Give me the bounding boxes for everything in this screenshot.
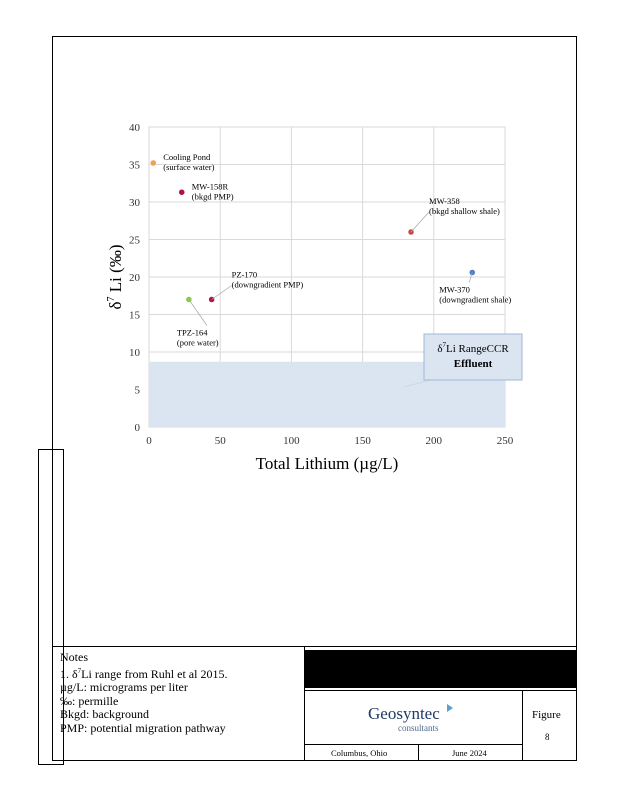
point-label: PZ-170 <box>231 269 258 280</box>
x-tick-label: 100 <box>283 435 300 447</box>
y-axis-title: $\delta^7$ Li (‰) <box>106 244 125 310</box>
point-label: MW-370 <box>439 284 470 295</box>
point-label-note: (pore water) <box>176 337 219 348</box>
figure-label: Figure <box>532 709 561 721</box>
note-line-4: Bkgd: background <box>60 707 149 722</box>
range-callout-box <box>424 334 522 380</box>
x-tick-label: 50 <box>214 435 226 447</box>
range-callout-title: $\delta^7Li$ RangeCCR <box>437 341 509 355</box>
y-tick-label: 35 <box>129 159 140 172</box>
point-label: TPZ-164 <box>176 327 208 338</box>
x-tick-label: 0 <box>146 435 152 447</box>
y-tick-label: 15 <box>129 309 140 322</box>
note-line-1: 1. $\delta^7Li$ range from Ruhl et al 2015. <box>60 666 228 681</box>
range-callout-subtitle: Effluent <box>453 358 493 370</box>
location-text: Columbus, Ohio <box>331 748 388 758</box>
scatter-chart <box>100 110 530 480</box>
note-line-5: PMP: potential migration pathway <box>60 720 226 735</box>
y-tick-label: 10 <box>129 347 140 359</box>
point-label-note: (bkgd PMP) <box>191 191 234 202</box>
title-rule-bottom <box>304 744 522 745</box>
point-label-note: (bkgd shallow shale) <box>429 206 500 216</box>
date-text: June 2024 <box>452 748 487 758</box>
data-point <box>179 189 185 195</box>
y-tick-label: 20 <box>129 272 140 284</box>
point-label: Cooling Pond <box>163 152 211 162</box>
title-divider-figure <box>522 690 523 761</box>
y-tick-label: 30 <box>129 197 140 209</box>
title-rule-top <box>304 690 577 691</box>
title-divider-date <box>418 744 419 761</box>
y-tick-label: 5 <box>134 384 140 397</box>
x-tick-label: 200 <box>425 435 443 447</box>
figure-number: 8 <box>545 732 550 742</box>
note-line-3: ‰: permille <box>60 693 119 708</box>
company-logo-subtitle: consultants <box>398 723 439 733</box>
point-label-note: (downgradient shale) <box>439 294 512 305</box>
note-line-2: µg/L: micrograms per liter <box>60 680 188 695</box>
x-tick-label: 150 <box>354 435 371 447</box>
point-label-note: (surface water) <box>163 162 215 172</box>
point-label-note: (downgradient PMP) <box>231 279 304 290</box>
notes-panel <box>60 651 300 736</box>
logo-arrow-icon <box>447 704 453 712</box>
y-tick-label: 25 <box>129 234 140 247</box>
y-tick-label: 40 <box>129 122 140 134</box>
point-label: MW-158R <box>191 181 229 192</box>
x-axis-title: Total Lithium (µg/L) <box>255 454 399 473</box>
company-logo: Geosyntec <box>368 704 440 723</box>
y-tick-label: 0 <box>134 422 140 434</box>
notes-heading: Notes <box>60 650 88 664</box>
x-tick-label: 250 <box>496 435 514 447</box>
data-point <box>150 160 156 166</box>
point-label: MW-358 <box>429 196 460 206</box>
project-title-bar <box>305 650 576 688</box>
